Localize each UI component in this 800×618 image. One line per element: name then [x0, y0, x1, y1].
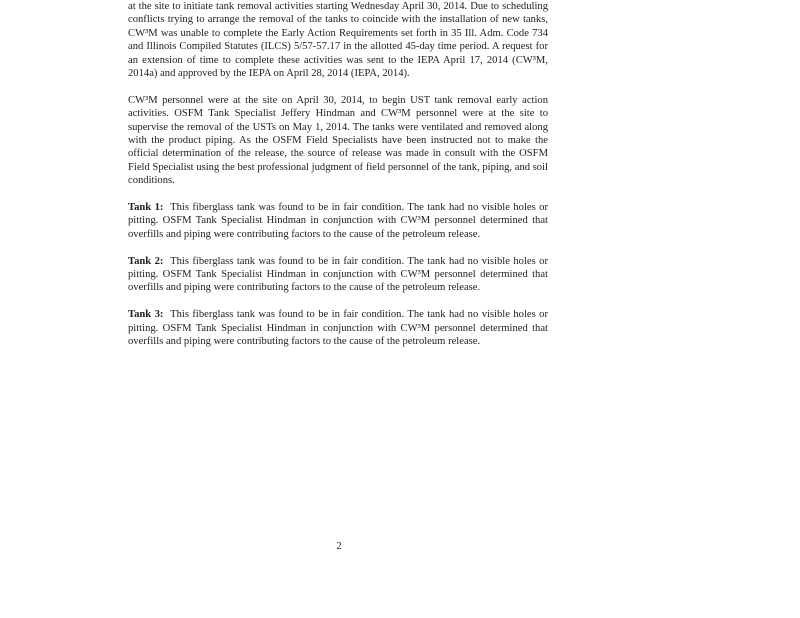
tank-1-label: Tank 1: — [128, 202, 164, 214]
tank-2-description: This fiberglass tank was found to be in fair condition. The tank had no visible holes or pitting. OSFM Tank Specialist Hindman in conjunction with CW³M personnel determined that overfills and piping were contributing factors to the cause of the petroleum release. — [128, 255, 548, 294]
tank-2-label: Tank 2: — [128, 255, 164, 267]
paragraph-ust-removal: CW³M personnel were at the site on April 30, 2014, to begin UST tank removal early action activities. OSFM Tank Specialist Jeffery Hindman and CW³M personnel were at the site to supervise the removal of the USTs on May 1, 2014. The tanks were ventilated and removed along with the product piping. As the OSFM Field Specialists have been instructed not to make the official determination of the release, the source of release was made in consult with the OSFM Field Specialist using the best professional judgment of field personnel of the tank, piping, and soil conditions. — [128, 94, 548, 187]
page-number: 2 — [336, 541, 342, 552]
paragraph-early-action-schedule: at the site to initiate tank removal activities starting Wednesday April 30, 2014. Due to scheduling conflicts trying to arrange the removal of the tanks to coincide with the installation of new tanks, CW³M was unable to complete the Early Action Requirements set forth in 35 Ill. Adm. Code 734 and Illinois Compiled Statutes (ILCS) 5/57-57.17 in the allotted 45-day time period. A request for an extension of time to complete these activities was sent to the IEPA April 17, 2014 (CW³M, 2014a) and approved by the IEPA on April 28, 2014 (IEPA, 2014). — [128, 1, 548, 80]
tank-2-paragraph — [128, 255, 548, 295]
body-text — [128, 0, 548, 362]
tank-3-label: Tank 3: — [128, 309, 164, 321]
tank-3-paragraph — [128, 308, 548, 348]
tank-3-description: This fiberglass tank was found to be in fair condition. The tank had no visible holes or pitting. OSFM Tank Specialist Hindman in conjunction with CW³M personnel determined that overfills and piping were contributing factors to the cause of the petroleum release. — [128, 309, 548, 348]
tank-1-paragraph — [128, 201, 548, 241]
tank-1-description: This fiberglass tank was found to be in fair condition. The tank had no visible holes or pitting. OSFM Tank Specialist Hindman in conjunction with CW³M personnel determined that overfills and piping were contributing factors to the cause of the petroleum release. — [128, 202, 548, 240]
